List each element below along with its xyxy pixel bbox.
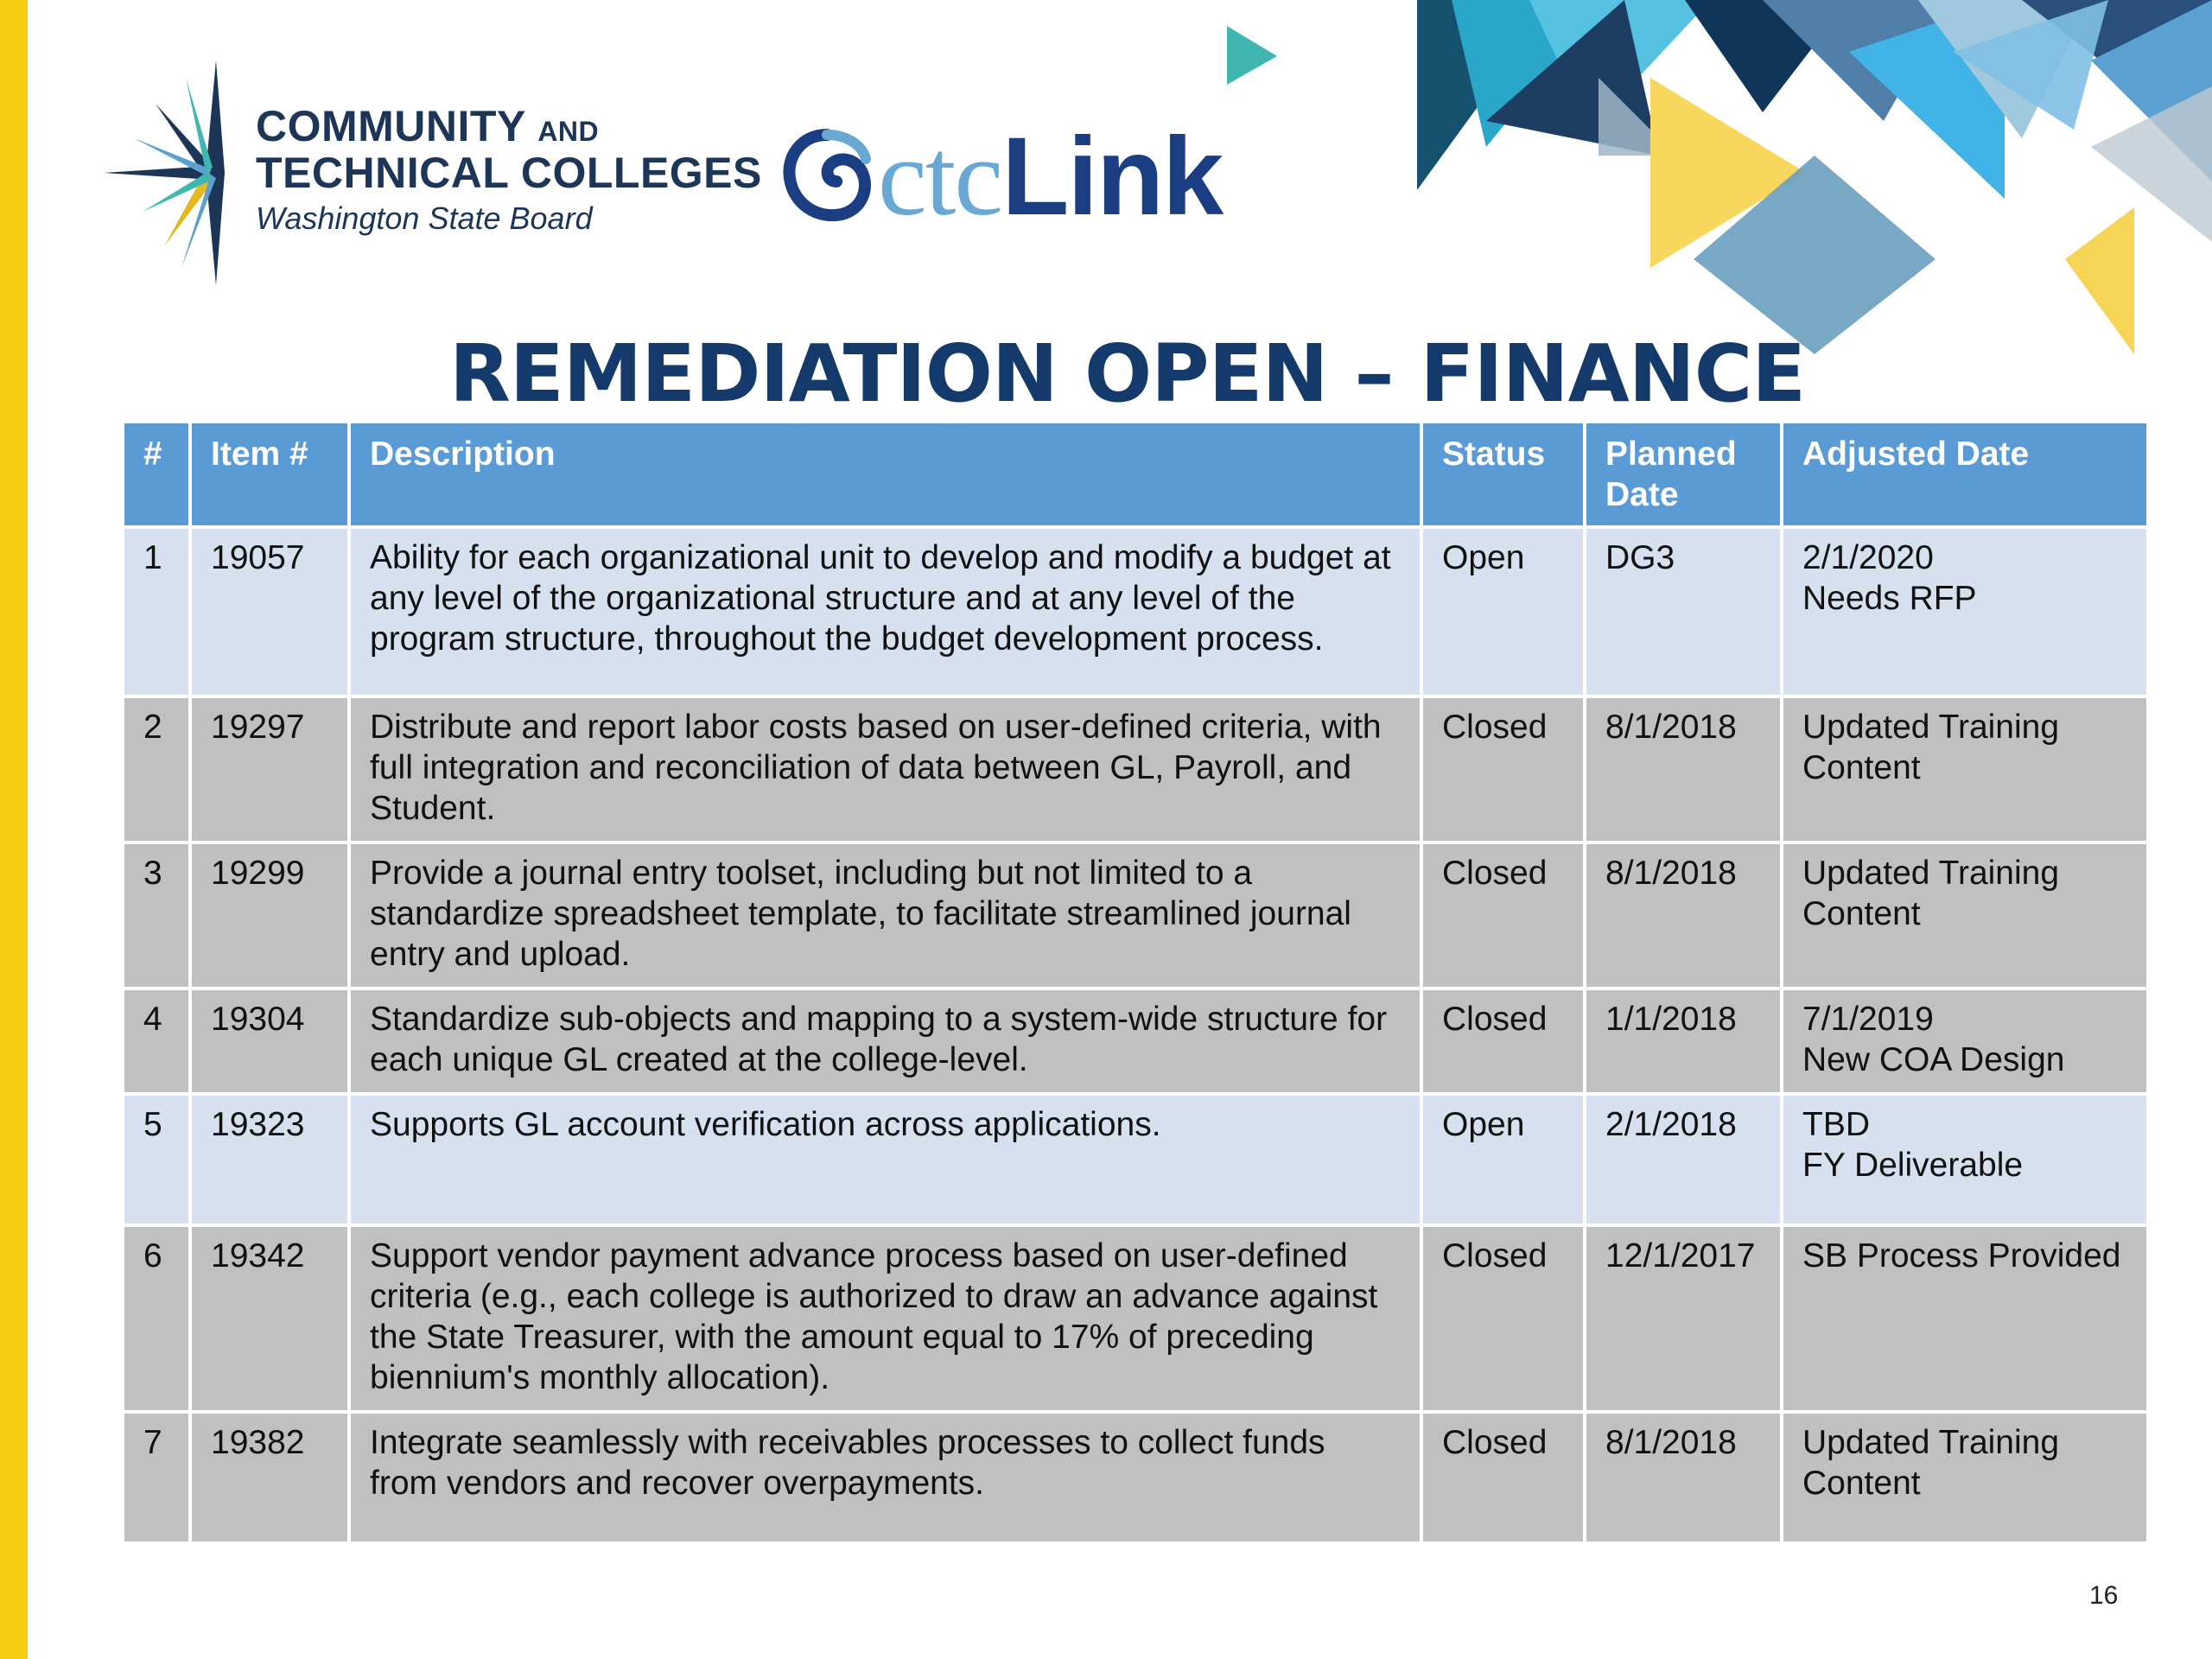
cell-planned-date: 12/1/2017	[1585, 1225, 1782, 1412]
swirl-icon	[779, 124, 874, 228]
sbctc-line2: TECHNICAL COLLEGES	[256, 149, 762, 197]
cell-status: Closed	[1421, 696, 1585, 842]
table-row	[123, 842, 2148, 988]
cell-adjusted-date: 7/1/2019 New COA Design	[1782, 988, 2148, 1094]
header-num: #	[123, 422, 190, 527]
cell-item: 19382	[190, 1412, 349, 1543]
header-description: Description	[349, 422, 1421, 527]
cell-planned-date: DG3	[1585, 527, 1782, 696]
left-accent-bar	[0, 0, 28, 1659]
cell-status: Closed	[1421, 988, 1585, 1094]
cell-planned-date: 8/1/2018	[1585, 696, 1782, 842]
header-status: Status	[1421, 422, 1585, 527]
cell-adjusted-date: Updated Training Content	[1782, 842, 2148, 988]
cell-num: 7	[123, 1412, 190, 1543]
sbctc-line1: COMMUNITY AND	[256, 102, 600, 150]
table-row	[123, 527, 2148, 696]
cell-num: 5	[123, 1094, 190, 1225]
table-row	[123, 696, 2148, 842]
cell-item: 19057	[190, 527, 349, 696]
cell-planned-date: 8/1/2018	[1585, 842, 1782, 988]
cell-status: Closed	[1421, 842, 1585, 988]
page-title: REMEDIATION OPEN – FINANCE	[449, 327, 1806, 420]
remediation-table	[121, 420, 2150, 1545]
cell-description: Support vendor payment advance process based on user-defined criteria (e.g., each college is authorized to draw an advance against the State Treasurer, with the amount equal to 17% of preceding biennium's monthly allocation).	[349, 1225, 1421, 1412]
cell-adjusted-date: Updated Training Content	[1782, 696, 2148, 842]
table-row	[123, 1412, 2148, 1543]
cell-num: 4	[123, 988, 190, 1094]
page-number: 16	[2089, 1581, 2119, 1610]
cell-item: 19342	[190, 1225, 349, 1412]
table-row	[123, 988, 2148, 1094]
table-header-row	[123, 422, 2148, 527]
header-item: Item #	[190, 422, 349, 527]
small-teal-triangle	[1227, 26, 1279, 86]
ctclink-link: Link	[1001, 115, 1223, 238]
cell-num: 3	[123, 842, 190, 988]
table-row	[123, 1225, 2148, 1412]
cell-status: Open	[1421, 527, 1585, 696]
cell-num: 2	[123, 696, 190, 842]
sbctc-line3: Washington State Board	[256, 200, 593, 236]
compass-star-icon	[104, 60, 242, 285]
cell-planned-date: 8/1/2018	[1585, 1412, 1782, 1543]
cell-item: 19297	[190, 696, 349, 842]
header-adjusted-date: Adjusted Date	[1782, 422, 2148, 527]
cell-adjusted-date: SB Process Provided	[1782, 1225, 2148, 1412]
cell-description: Provide a journal entry toolset, including but not limited to a standardize spreadsheet template, to facilitate streamlined journal entry and upload.	[349, 842, 1421, 988]
cell-item: 19299	[190, 842, 349, 988]
cell-status: Closed	[1421, 1412, 1585, 1543]
cell-item: 19323	[190, 1094, 349, 1225]
cell-adjusted-date: TBD FY Deliverable	[1782, 1094, 2148, 1225]
ctclink-logo	[779, 112, 1246, 242]
cell-planned-date: 2/1/2018	[1585, 1094, 1782, 1225]
cell-num: 6	[123, 1225, 190, 1412]
cell-description: Standardize sub-objects and mapping to a system-wide structure for each unique GL created at the college-level.	[349, 988, 1421, 1094]
cell-description: Ability for each organizational unit to develop and modify a budget at any level of the organizational structure and at any level of the program structure, throughout the budget development process.	[349, 527, 1421, 696]
table-row	[123, 1094, 2148, 1225]
cell-description: Distribute and report labor costs based on user-defined criteria, with full integration and reconciliation of data between GL, Payroll, and Student.	[349, 696, 1421, 842]
cell-status: Closed	[1421, 1225, 1585, 1412]
cell-adjusted-date: 2/1/2020 Needs RFP	[1782, 527, 2148, 696]
cell-planned-date: 1/1/2018	[1585, 988, 1782, 1094]
decorative-triangles	[1400, 0, 2212, 372]
cell-description: Integrate seamlessly with receivables processes to collect funds from vendors and recover overpayments.	[349, 1412, 1421, 1543]
cell-description: Supports GL account verification across applications.	[349, 1094, 1421, 1225]
sbctc-logo	[104, 52, 762, 285]
cell-item: 19304	[190, 988, 349, 1094]
cell-adjusted-date: Updated Training Content	[1782, 1412, 2148, 1543]
cell-num: 1	[123, 527, 190, 696]
cell-status: Open	[1421, 1094, 1585, 1225]
ctclink-ctc: ctc	[878, 116, 1002, 238]
header-planned-date: Planned Date	[1585, 422, 1782, 527]
